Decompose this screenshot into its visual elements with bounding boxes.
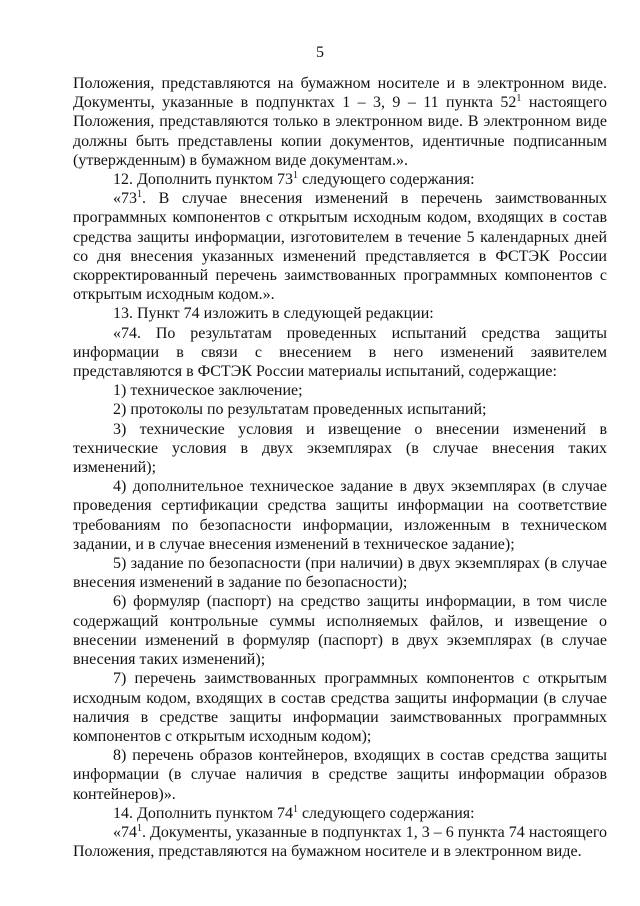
paragraph-text: 2) протоколы по результатам проведенных испытаний; (113, 401, 487, 419)
paragraph-text: «74. По результатам проведенных испытаний средства защиты информации в связи с внесением в него изменений заявителем представляются в ФСТЭК России материалы испытаний, содержащие: (73, 324, 607, 381)
paragraph (73, 170, 607, 189)
paragraph-text: 4) дополнительное техническое задание в двух экземплярах (в случае проведения сертификации средства защиты информации на соответствие требованиям по безопасности информации, изложенным в техническом задании, и в случае внесения изменений в техническое задание); (73, 478, 607, 553)
superscript: 1 (292, 170, 298, 182)
paragraph-text: настоящего Положения, представляются только в электронном виде. В электронном виде должны быть представлены копии документов, идентичные подписанным (утвержденным) в бумажном виде документам.». (73, 94, 608, 169)
paragraph-text: 13. Пункт 74 изложить в следующей редакции: (113, 305, 434, 323)
paragraph-text: 1) техническое заключение; (113, 382, 303, 400)
paragraph-text: Положения, представляются на бумажном носителе и в электронном виде. Документы, указанные в подпунктах 1 – 3, 9 – 11 пункта 52 (73, 75, 607, 112)
paragraph-text: 6) формуляр (паспорт) на средство защиты информации, в том числе содержащий контрольные суммы исполняемых файлов, и извещение о внесении изменений в формуляр (паспорт) в двух экземплярах (в случае внесения таких изменений); (73, 593, 607, 669)
superscript: 1 (137, 189, 142, 201)
paragraph-text: 7) перечень заимствованных программных компонентов с открытым исходным кодом, входящих в состав средства защиты информации (в случае наличия в средстве защиты информации заимствованных программных компонентов с открытым исходным кодом); (73, 670, 607, 745)
superscript: 1 (516, 93, 522, 105)
paragraph (73, 400, 607, 419)
paragraph-text: следующего содержания: (297, 171, 475, 189)
paragraph (73, 324, 607, 382)
superscript: 1 (137, 822, 142, 834)
paragraph (73, 420, 607, 478)
paragraph (73, 823, 607, 861)
paragraph-text: 12. Дополнить пунктом 73 (113, 171, 293, 189)
paragraph (73, 189, 607, 304)
paragraph-text: . В случае внесения изменений в перечень заимствованных программных компонентов с открытым исходным кодом, входящих в состав средства защиты информации, изготовителем в течение 5 календарных дней со дня внесения указанных изменений представляется в ФСТЭК России скорректированный перечень заимствованных программных компонентов с открытым исходным кодом.». (73, 190, 607, 304)
paragraph-text: 3) технические условия и извещение о внесении изменений в технические условия в двух экземплярах (в случае внесения таких изменений); (73, 420, 607, 477)
paragraph (73, 304, 607, 323)
paragraph (73, 477, 607, 554)
paragraph-text: 8) перечень образов контейнеров, входящих в состав средства защиты информации (в случае наличия в средстве защиты информации образов контейнеров)». (73, 747, 607, 803)
paragraph (73, 592, 607, 669)
paragraph-text: 5) задание по безопасности (при наличии) в двух экземплярах (в случае внесения изменений в задание по безопасности); (73, 555, 607, 592)
paragraph (73, 554, 607, 592)
superscript: 1 (292, 803, 298, 815)
paragraph (73, 669, 607, 746)
paragraph (73, 804, 607, 823)
paragraph-text: 14. Дополнить пунктом 74 (113, 804, 293, 822)
document-body (73, 74, 607, 861)
page-number: 5 (316, 44, 324, 61)
paragraph (73, 746, 607, 804)
paragraph-text: «73 (113, 190, 137, 208)
paragraph-text: следующего содержания: (297, 804, 475, 822)
paragraph (73, 74, 607, 170)
paragraph-text: «74 (113, 823, 137, 841)
paragraph-text: . Документы, указанные в подпунктах 1, 3 – 6 пункта 74 настоящего Положения, представляются на бумажном носителе и в электронном виде. (73, 823, 607, 861)
paragraph (73, 381, 607, 400)
